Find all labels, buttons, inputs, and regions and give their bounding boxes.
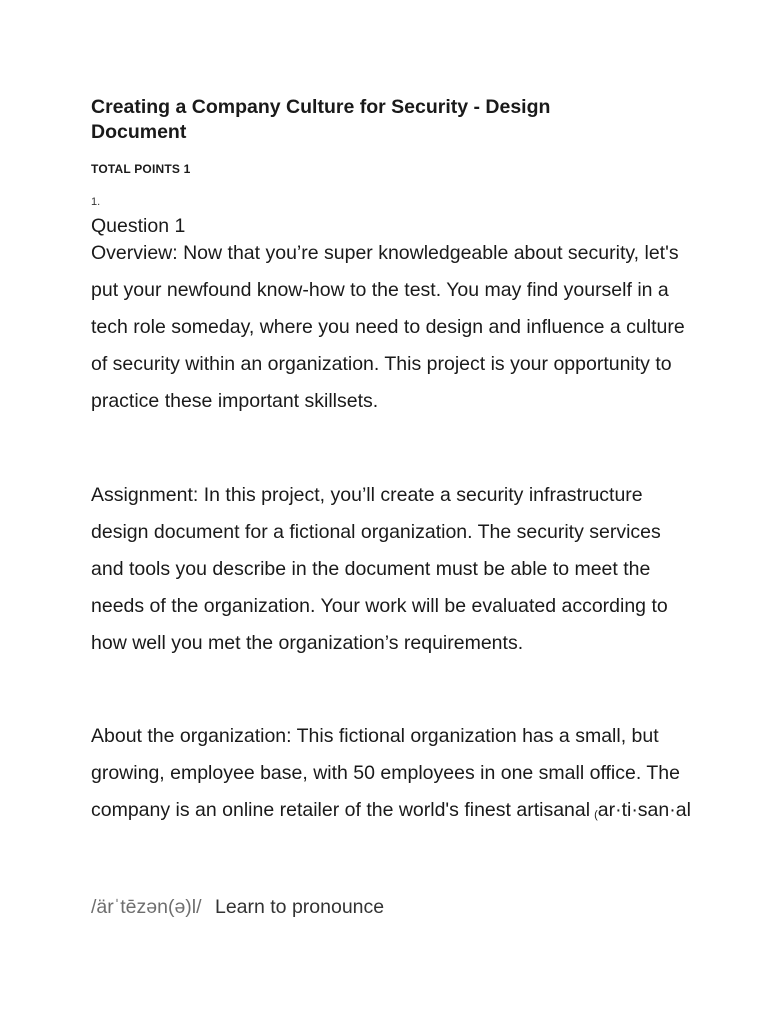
about-organization-paragraph bbox=[91, 718, 691, 832]
learn-to-pronounce-link[interactable]: Learn to pronounce bbox=[214, 896, 385, 918]
pronunciation-text: /ärˈtēzən(ə)l/ bbox=[91, 896, 202, 918]
open-paren: ( bbox=[594, 809, 598, 821]
pronunciation-row bbox=[91, 892, 384, 922]
syllable-breakdown: ar·ti·san·al bbox=[597, 799, 691, 821]
question-number: 1. bbox=[91, 196, 101, 208]
overview-paragraph: Overview: Now that you’re super knowledgeable about security, let's put your newfound know-how to the test. You may find yourself in a tech role someday, where you need to design and influence a culture of security within an organization. This project is your opportunity to practice these important skillsets. bbox=[91, 242, 685, 412]
about-organization-text: About the organization: This fictional organization has a small, but growing, employee base, with 50 employees in one small office. The company is an online retailer of the world's finest artisanal bbox=[91, 725, 680, 821]
document-title: Creating a Company Culture for Security - Design Document bbox=[91, 96, 551, 143]
question-title: Question 1 bbox=[91, 215, 186, 237]
total-points-label: TOTAL POINTS 1 bbox=[91, 162, 191, 176]
assignment-paragraph: Assignment: In this project, you’ll create a security infrastructure design document for a fictional organization. The security services and tools you describe in the document must be able to meet the needs of the organization. Your work will be evaluated according to how well you met the organization’s requirements. bbox=[91, 484, 668, 654]
